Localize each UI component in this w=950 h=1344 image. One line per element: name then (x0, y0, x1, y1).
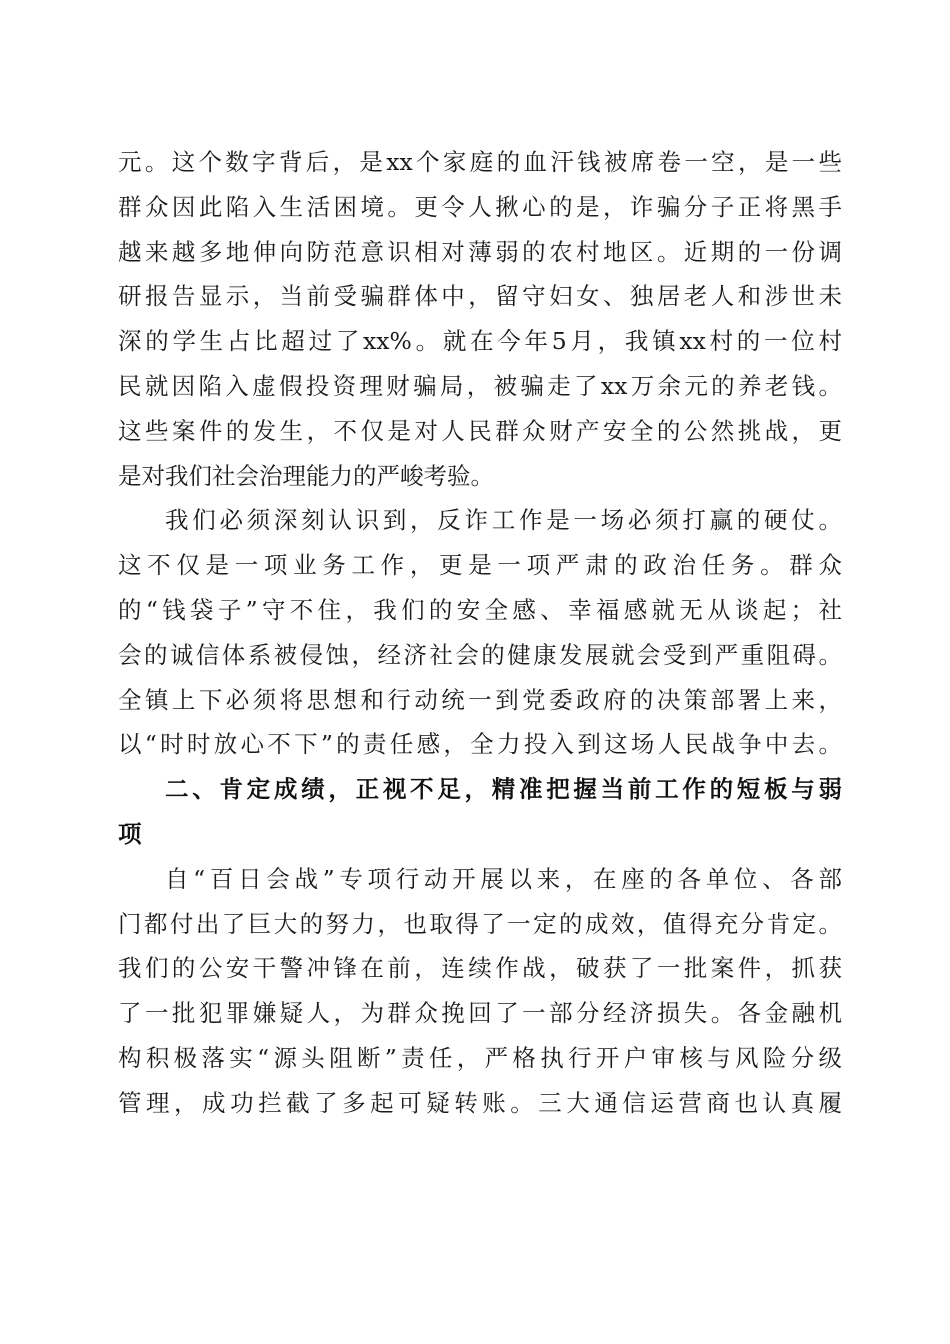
text-line: 以“时时放心不下”的责任感，全力投入到这场人民战争中去。 (118, 730, 842, 759)
text-line: 了一批犯罪嫌疑人，为群众挽回了一部分经济损失。各金融机 (118, 999, 842, 1028)
text-line: 门都付出了巨大的努力，也取得了一定的成效，值得充分肯定。 (118, 909, 842, 938)
text-line: 越来越多地伸向防范意识相对薄弱的农村地区。近期的一份调 (118, 237, 842, 266)
text-line: 构积极落实“源头阻断”责任，严格执行开户审核与风险分级 (118, 1043, 842, 1072)
text-line: 研报告显示，当前受骗群体中，留守妇女、独居老人和涉世未 (118, 282, 842, 311)
text-line: 会的诚信体系被侵蚀，经济社会的健康发展就会受到严重阻碍。 (118, 640, 842, 669)
paragraph-achievements (118, 857, 842, 1126)
paragraph-fraud-statistics (118, 140, 842, 498)
text-line: 是对我们社会治理能力的严峻考验。 (118, 461, 494, 490)
text-line: 全镇上下必须将思想和行动统一到党委政府的决策部署上来， (118, 685, 842, 714)
text-line: 元。这个数字背后，是xx个家庭的血汗钱被席卷一空，是一些 (118, 148, 842, 176)
text-line: 我们必须深刻认识到，反诈工作是一场必须打赢的硬仗。 (165, 506, 842, 535)
section-heading-two (118, 767, 842, 857)
text-line: 自“百日会战”专项行动开展以来，在座的各单位、各部 (165, 864, 842, 893)
heading-line: 项 (118, 819, 142, 848)
document-body (118, 140, 842, 1126)
text-line: 这些案件的发生，不仅是对人民群众财产安全的公然挑战，更 (118, 416, 842, 445)
text-line: 群众因此陷入生活困境。更令人揪心的是，诈骗分子正将黑手 (118, 192, 842, 221)
text-line: 这不仅是一项业务工作，更是一项严肃的政治任务。群众 (118, 551, 842, 580)
text-line: 深的学生占比超过了xx%。就在今年5月，我镇xx村的一位村 (118, 327, 842, 356)
paragraph-political-task (118, 498, 842, 767)
text-line: 我们的公安干警冲锋在前，连续作战，破获了一批案件，抓获 (118, 954, 842, 983)
heading-line: 二、肯定成绩，正视不足，精准把握当前工作的短板与弱 (165, 775, 842, 804)
text-line: 管理，成功拦截了多起可疑转账。三大通信运营商也认真履 (118, 1088, 842, 1117)
text-line: 民就因陷入虚假投资理财骗局，被骗走了xx万余元的养老钱。 (118, 371, 842, 400)
text-line: 的“钱袋子”守不住，我们的安全感、幸福感就无从谈起；社 (118, 595, 842, 624)
